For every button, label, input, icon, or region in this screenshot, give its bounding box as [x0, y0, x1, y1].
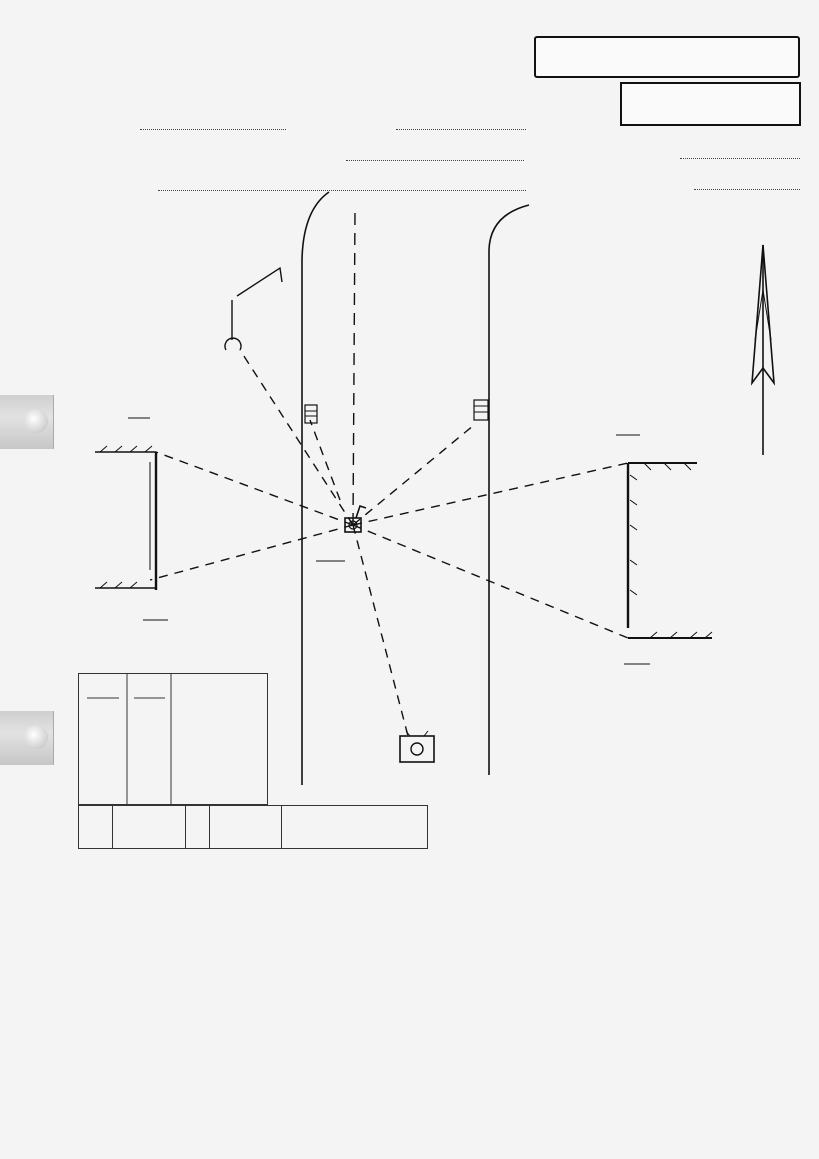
col-name	[281, 806, 427, 849]
col-datum	[210, 806, 282, 849]
angle-table	[78, 673, 268, 805]
col-kenn	[185, 806, 209, 849]
col-gemarkung	[79, 806, 113, 849]
register-table	[78, 805, 428, 849]
col-nr	[113, 806, 186, 849]
